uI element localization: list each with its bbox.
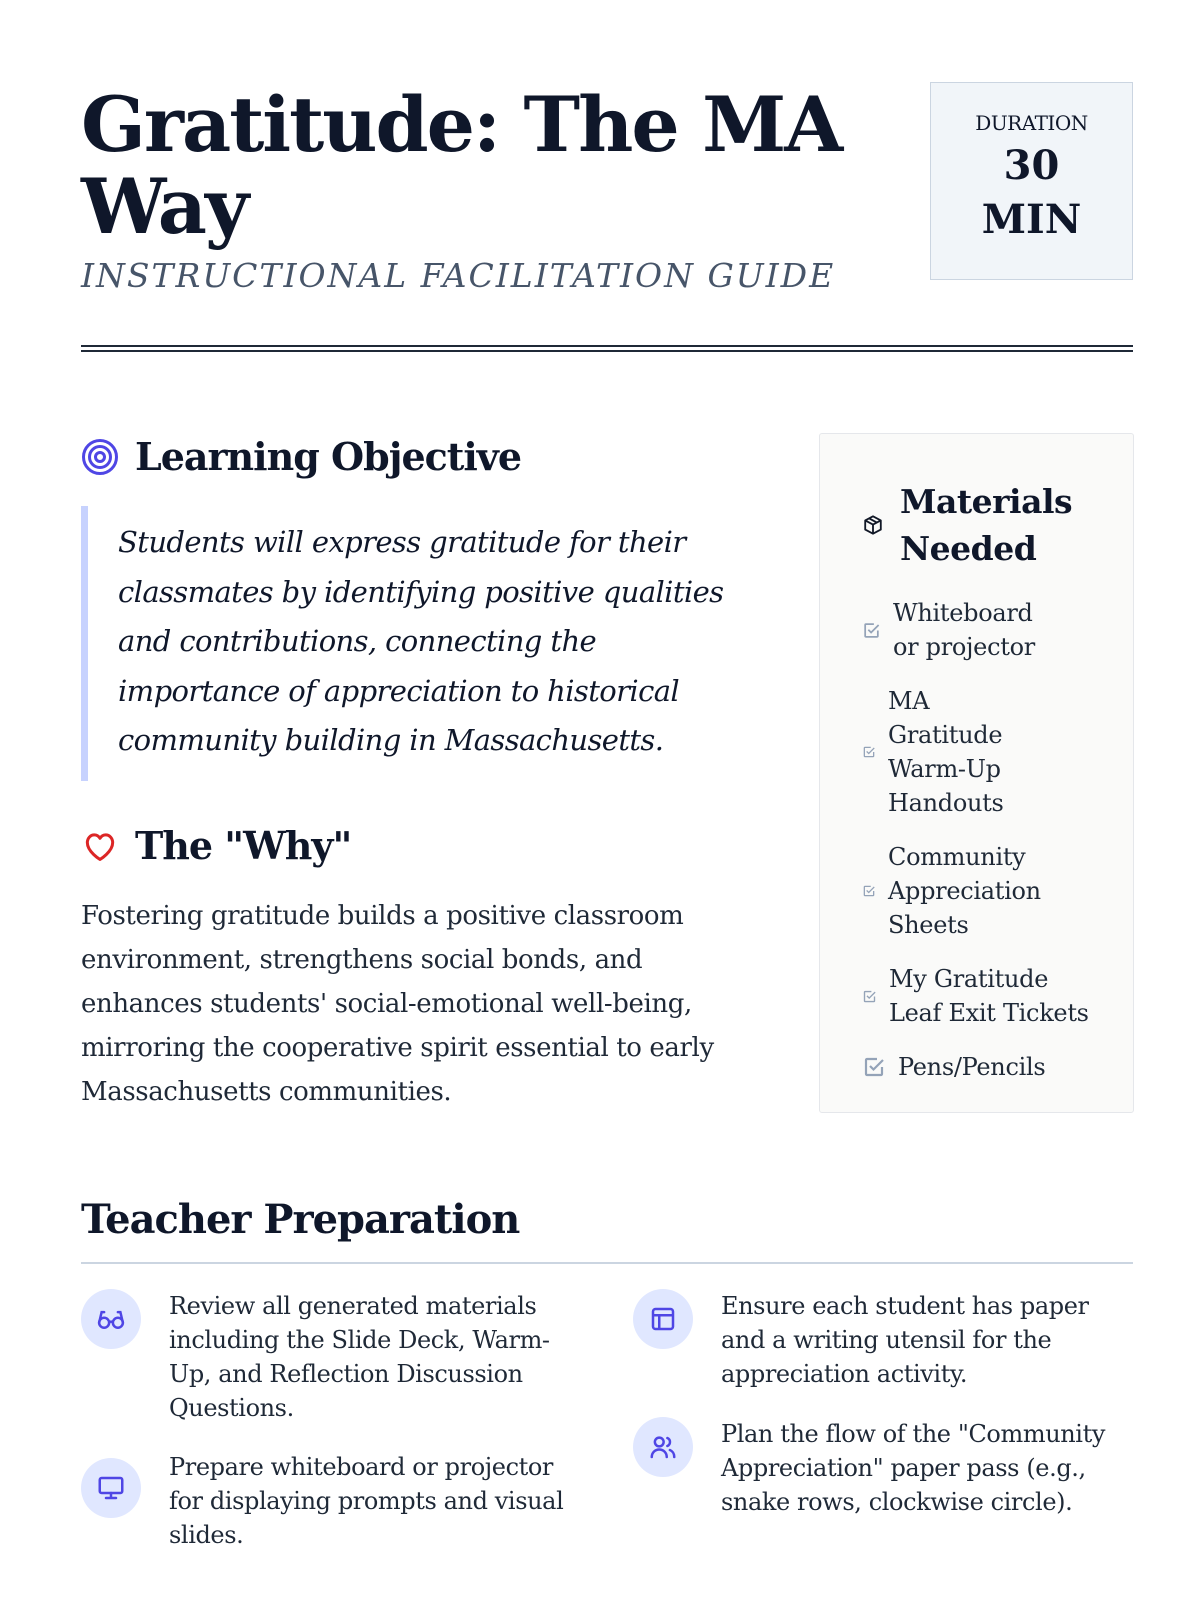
objective-heading: Learning Objective [135,434,522,479]
package-icon [862,514,884,536]
objective-text: Students will express gratitude for their classmates by identifying positive qualities and contributions, connecting the importance of appreciation to historical community building in Massachusetts. [81,506,761,781]
checkbox-icon [862,1055,886,1079]
page-header [81,78,1133,356]
checkbox-icon [862,621,881,640]
list-item [862,596,1112,664]
preparation-divider [81,1262,1133,1264]
page-title: Gratitude: The MA Way [81,80,842,251]
why-heading-row [81,823,351,868]
heart-icon [81,827,119,865]
checkbox-icon [862,989,877,1004]
list-item [862,684,1112,820]
prep-text: Prepare whiteboard or projector for displaying prompts and visual slides. [169,1453,564,1549]
materials-heading: Materials Needed [900,482,1073,568]
header-divider [81,345,1133,352]
checkbox-icon [862,745,876,759]
duration-badge [930,82,1133,280]
prep-item-supplies [633,1289,1133,1391]
duration-value: 30 MIN [981,142,1082,243]
list-item [862,962,1112,1030]
users-icon [633,1417,693,1477]
checkbox-icon [862,884,876,898]
duration-label: DURATION [975,111,1088,135]
preparation-heading: Teacher Preparation [81,1196,520,1243]
layout-icon [633,1289,693,1349]
prep-text: Ensure each student has paper and a writing utensil for the appreciation activity. [721,1292,1089,1388]
target-icon [81,438,119,476]
prep-text: Plan the flow of the "Community Appreciation" paper pass (e.g., snake rows, clockwise circle). [721,1420,1105,1516]
why-heading: The "Why" [135,823,352,868]
material-label: Whiteboard or projector [893,599,1035,661]
prep-item-paper-pass [633,1417,1133,1519]
objective-heading-row [81,434,521,479]
glasses-icon [81,1289,141,1349]
why-text: Fostering gratitude builds a positive classroom environment, strengthens social bonds, and enhances students' social-emotional well-being, mirroring the cooperative spirit essential to early Massachusetts communities. [81,901,714,1107]
material-label: My Gratitude Leaf Exit Tickets [889,965,1089,1027]
prep-item-projector [81,1450,591,1552]
list-item [862,840,1112,942]
materials-list [862,596,1112,1104]
monitor-icon [81,1458,141,1518]
list-item [862,1050,1112,1084]
prep-text: Review all generated materials including the Slide Deck, Warm-Up, and Reflection Discussion Questions. [169,1292,550,1422]
material-label: MA Gratitude Warm-Up Handouts [888,687,1004,817]
materials-heading-row [862,478,1080,572]
material-label: Community Appreciation Sheets [888,843,1041,939]
materials-panel [819,433,1134,1113]
material-label: Pens/Pencils [898,1053,1046,1081]
page-subtitle: INSTRUCTIONAL FACILITATION GUIDE [81,256,836,295]
prep-item-review [81,1289,591,1425]
